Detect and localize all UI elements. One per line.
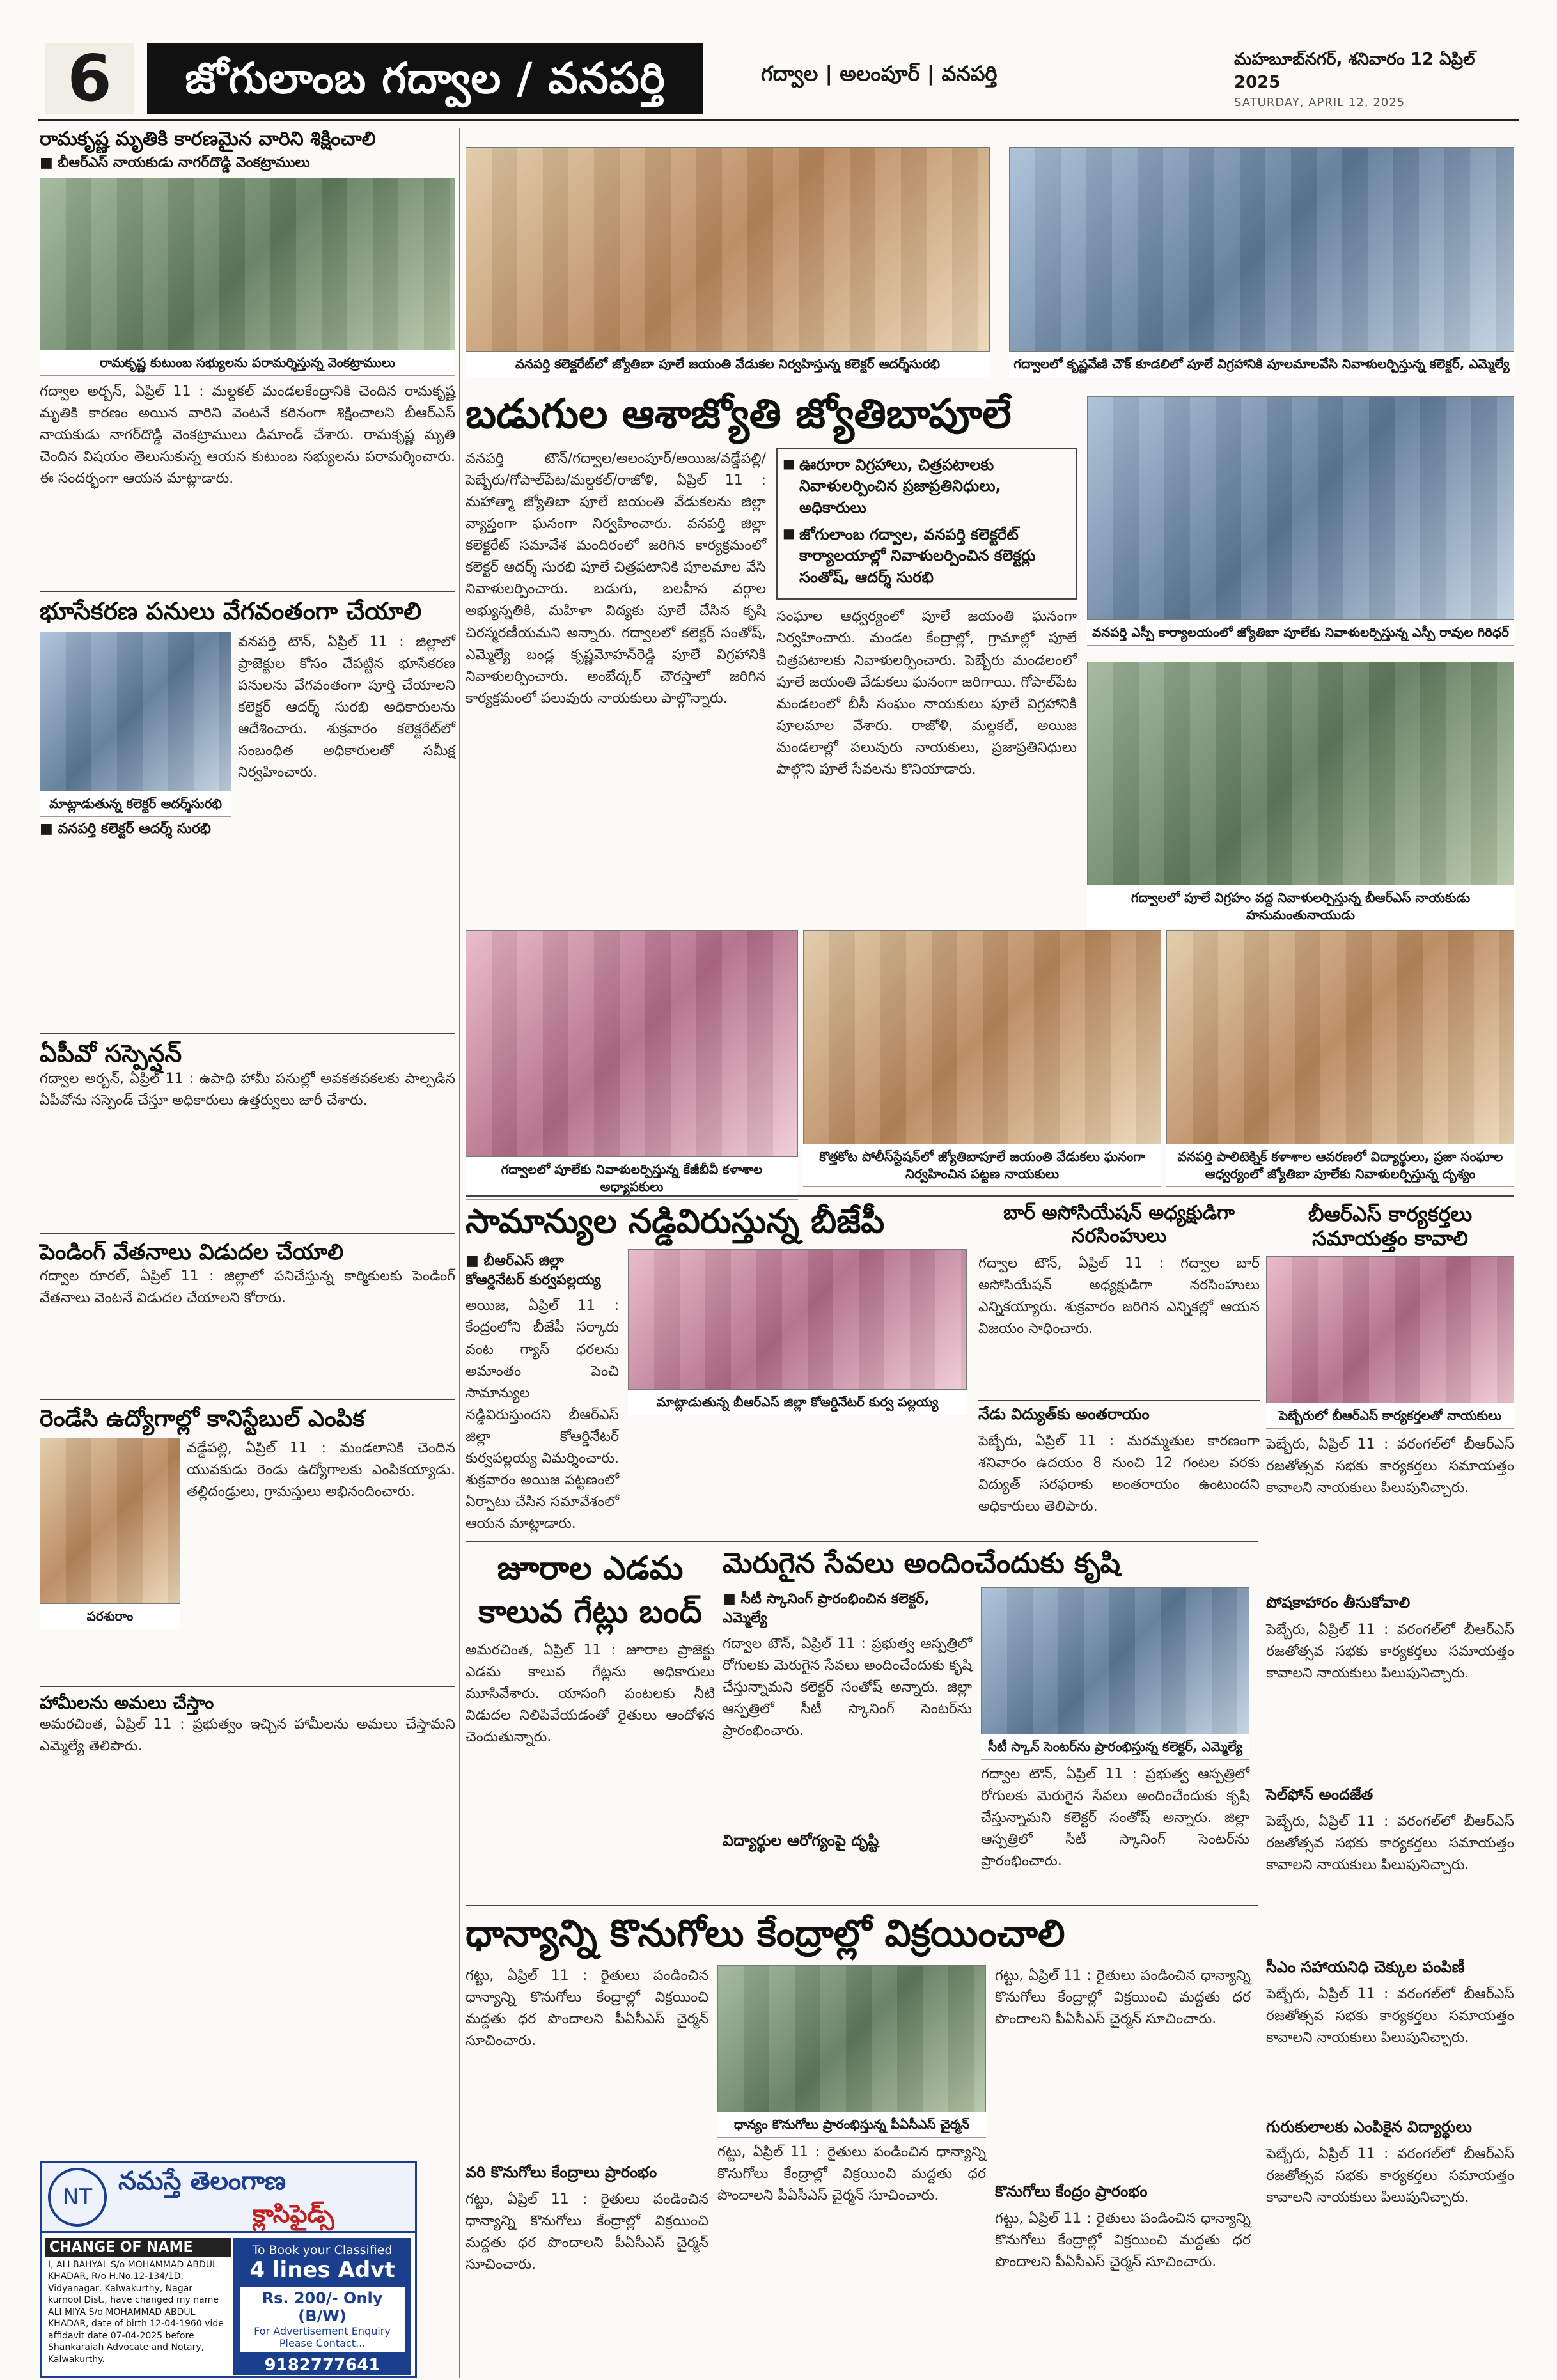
canal-story xyxy=(466,1547,715,1899)
caption-ct-scan: సీటీ స్కాన్ సెంటర్‌ను ప్రారంభిస్తున్న కలెక్టర్, ఎమ్మెల్యే xyxy=(981,1734,1249,1760)
photo-kgbv-tribute xyxy=(466,930,798,1157)
cmrf-subhead: సీఎం సహాయనిధి చెక్కుల పంపిణీ xyxy=(1266,1957,1465,1976)
bar-association-story xyxy=(978,1202,1260,1534)
caption-kothakota-tribute: కొత్తకోట పోలీస్‌స్టేషన్‌లో జ్యోతిబాపూలే జయంతి వేడుకలు ఘనంగా నిర్వహించిన పట్టణ నాయకులు xyxy=(803,1144,1161,1187)
service-body-2: గద్వాల టౌన్, ఏప్రిల్ 11 : ప్రభుత్వ ఆస్పత్రిలో రోగులకు మెరుగైన సేవలు అందించేందుకు కృషి చేస్తున్నామని కలెక్టర్ సంతోష్ అన్నారు. జిల్లా ఆస్పత్రిలో సీటీ స్కానింగ్ సెంటర్‌ను ప్రారంభించారు. xyxy=(981,1766,1249,1870)
headline-apo-suspension: ఏపీవో సస్పెన్షన్ xyxy=(40,1033,455,1069)
lead-highlights xyxy=(776,448,1077,600)
body-pending-wages: గద్వాల రూరల్, ఏప్రిల్ 11 : జిల్లాలో పనిచేస్తున్న కార్మికులకు పెండింగ్ వేతనాలు వెంటనే విడుదల చేయాలని కోరారు. xyxy=(40,1268,455,1307)
masthead-rule xyxy=(38,119,1519,121)
row-photo-1 xyxy=(466,930,798,1192)
brs-body: పెబ్బేరు, ఏప్రిల్ 11 : వరంగల్‌లో బీఆర్ఎస్ రజతోత్సవ సభకు కార్యకర్తలు సమాయత్తం కావాలని నాయకులు పిలుపునిచ్చారు. xyxy=(1266,1436,1514,1496)
bjp-headline: సామాన్యుల నడ్డివిరుస్తున్న బీజేపీ xyxy=(466,1202,885,1241)
caption-gadwal-statue: గద్వాలలో కృష్ణవేణి చౌక్ కూడలిలో పూలే విగ్రహానికి పూలమాలవేసి నివాళులర్పిస్తున్న కలెక్టర్, ఎమ్మెల్యే xyxy=(1009,352,1514,377)
service-body: గద్వాల టౌన్, ఏప్రిల్ 11 : ప్రభుత్వ ఆస్పత్రిలో రోగులకు మెరుగైన సేవలు అందించేందుకు కృషి చేస్తున్నామని కలెక్టర్ సంతోష్ అన్నారు. జిల్లా ఆస్పత్రిలో సీటీ స్కానింగ్ సెంటర్‌ను ప్రారంభించారు. xyxy=(723,1635,972,1739)
brs-story xyxy=(1266,1202,1514,2378)
grain-body-4: గట్టు, ఏప్రిల్ 11 : రైతులు పండించిన ధాన్యాన్ని కొనుగోలు కేంద్రాల్లో విక్రయించి మద్దతు ధర పొందాలని పీఏసీఎస్ చైర్మన్ సూచించారు. xyxy=(995,1967,1251,2027)
photo-vanaparthy-collectorate xyxy=(466,147,990,352)
classified-seal-icon: NT xyxy=(48,2168,107,2227)
booking-price-box xyxy=(240,2287,405,2352)
page-number: 6 xyxy=(45,43,134,114)
photo-ct-scan xyxy=(981,1587,1249,1734)
lead-story xyxy=(466,390,1079,927)
date-english: SATURDAY, APRIL 12, 2025 xyxy=(1234,96,1405,109)
headline-pending-wages: పెండింగ్ వేతనాలు విడుదల చేయాలి xyxy=(40,1233,455,1266)
grain-subhead-1: వరి కొనుగోలు కేంద్రాలు ప్రారంభం xyxy=(466,2163,657,2181)
body-apo-suspension: గద్వాల అర్బన్, ఏప్రిల్ 11 : ఉపాధి హామీ పనుల్లో అవకతవకలకు పాల్పడిన ఏపీవోను సస్పెండ్ చేస్తూ అధికారులు ఉత్తర్వులు జారీ చేశారు. xyxy=(40,1071,455,1109)
body-constable-selection: వడ్డేపల్లి, ఏప్రిల్ 11 : మండలానికి చెందిన యువకుడు రెండు ఉద్యోగాలకు ఎంపికయ్యాడు. తల్లిదండ్రులు, గ్రామస్తులు అభినందించారు. xyxy=(187,1440,455,1500)
service-story xyxy=(723,1547,1258,1899)
booking-price: Rs. 200/- Only (B/W) xyxy=(262,2289,383,2325)
caption-bjp-pressmeet: మాట్లాడుతున్న బీఆర్ఎస్ జిల్లా కోఆర్డినేటర్ కుర్వ పల్లయ్య xyxy=(628,1390,967,1415)
nutrition-subhead: పోషకాహారం తీసుకోవాలి xyxy=(1266,1593,1411,1612)
photo-brs-workers xyxy=(1266,1256,1514,1403)
side-photo-2 xyxy=(1087,662,1514,924)
bar-body: గద్వాల టౌన్, ఏప్రిల్ 11 : గద్వాల బార్ అసోసియేషన్ అధ్యక్షుడిగా నరసింహులు ఎన్నికయ్యారు. శుక్రవారం జరిగిన ఎన్నికల్లో ఆయన విజయం సాధించారు. xyxy=(978,1256,1260,1337)
bjp-story xyxy=(466,1202,971,1534)
brs-headline: బీఆర్ఎస్ కార్యకర్తలు సమాయత్తం కావాలి xyxy=(1308,1202,1473,1251)
cmrf-body: పెబ్బేరు, ఏప్రిల్ 11 : వరంగల్‌లో బీఆర్ఎస్ రజతోత్సవ సభకు కార్యకర్తలు సమాయత్తం కావాలని నాయకులు పిలుపునిచ్చారు. xyxy=(1266,1986,1514,2046)
byline-ramakrishna: ■ బీఆర్ఎస్ నాయకుడు నాగర్‌దొడ్డి వెంకట్రాములు xyxy=(40,155,310,171)
row-photo-2 xyxy=(803,930,1161,1192)
change-of-name-body: I, ALI BAHYAL S/o MOHAMMAD ABDUL KHADAR, R/o H.No.12-134/1D, Vidyanagar, Kalwakurthy, Nagar kurnool Dist., have changed my name ALI MIYA S/o MOHAMMAD ABDUL KHADAR, date of birth 12-04-1960 vide affidavit date 07-04-2025 before Shankaraiah Advocate and Notary, Kalwakurthy. xyxy=(48,2260,224,2365)
bjp-byline: ■ బీఆర్ఎస్ జిల్లా కోఆర్డినేటర్ కుర్వపల్లయ్య xyxy=(466,1253,601,1289)
bjp-body: అయిజ, ఏప్రిల్ 11 : కేంద్రంలోని బీజేపీ సర్కారు వంట గ్యాస్ ధరలను అమాంతం పెంచి సామాన్యుల నడ్డివిరుస్తుందని బీఆర్ఎస్ జిల్లా కోఆర్డినేటర్ కుర్వపల్లయ్య విమర్శించారు. శుక్రవారం అయిజ పట్టణంలో ఏర్పాటు చేసిన సమావేశంలో ఆయన మాట్లాడారు. xyxy=(466,1298,619,1532)
booking-phone-1[interactable]: 9182777641 xyxy=(264,2356,380,2375)
booking-line-1: To Book your Classified xyxy=(252,2243,393,2257)
photo-gadwal-statue xyxy=(1009,147,1514,352)
byline-land-acquisition: ■ వనపర్తి కలెక్టర్ ఆదర్శ్ సురభి xyxy=(40,820,211,837)
lead-bullet-2: ■ జోగులాంబ గద్వాల, వనపర్తి కలెక్టరేట్ కార్యాలయాల్లో నివాళులర్పించిన కలెక్టర్లు సంతోష్, ఆదర్శ్ సురభి xyxy=(783,524,1070,589)
side-photo-1 xyxy=(1087,396,1514,658)
change-of-name-heading: CHANGE OF NAME xyxy=(45,2238,231,2257)
lead-headline: బడుగుల ఆశాజ్యోతి జ్యోతిబాపూలే xyxy=(466,391,1012,438)
date-block xyxy=(1234,50,1519,109)
top-photo-2 xyxy=(1009,147,1514,384)
caption-polytechnic-tribute: వనపర్తి పాలిటెక్నిక్ కళాశాల ఆవరణలో విద్యార్థులు, ప్రజా సంఘాల ఆధ్వర్యంలో జ్యోతిబా పూలేకు నివాళులర్పిస్తున్న దృశ్యం xyxy=(1166,1144,1514,1187)
grain-body-3: గట్టు, ఏప్రిల్ 11 : రైతులు పండించిన ధాన్యాన్ని కొనుగోలు కేంద్రాల్లో విక్రయించి మద్దతు ధర పొందాలని పీఏసీఎస్ చైర్మన్ సూచించారు. xyxy=(717,2143,986,2204)
booking-line-2: 4 lines Advt xyxy=(249,2257,395,2283)
gurukul-subhead: గురుకులాలకు ఎంపికైన విద్యార్థులు xyxy=(1266,2117,1472,2136)
top-photo-1 xyxy=(466,147,990,384)
row-divider xyxy=(466,1195,1514,1197)
caption-vanaparthy-collectorate: వనపర్తి కలెక్టరేట్‌లో జ్యోతిబా పూలే జయంతి వేడుకల నిర్వహిస్తున్న కలెక్టర్ ఆదర్శ్‌సురభి xyxy=(466,352,990,377)
headline-promises: హామీలను అమలు చేస్తాం xyxy=(40,1686,455,1714)
bar-headline: బార్ అసోసియేషన్ అధ్యక్షుడిగా నరసింహులు xyxy=(1003,1202,1235,1247)
grain-body-2: గట్టు, ఏప్రిల్ 11 : రైతులు పండించిన ధాన్యాన్ని కొనుగోలు కేంద్రాల్లో విక్రయించి మద్దతు ధర పొందాలని పీఏసీఎస్ చైర్మన్ సూచించారు. xyxy=(466,2191,708,2273)
nutrition-body: పెబ్బేరు, ఏప్రిల్ 11 : వరంగల్‌లో బీఆర్ఎస్ రజతోత్సవ సభకు కార్యకర్తలు సమాయత్తం కావాలని నాయకులు పిలుపునిచ్చారు. xyxy=(1266,1621,1514,1681)
photo-parashuram xyxy=(40,1438,180,1604)
photo-bjp-pressmeet xyxy=(628,1249,967,1390)
canal-body: అమరచింత, ఏప్రిల్ 11 : జూరాల ప్రాజెక్టు ఎడమ కాలువ గేట్లను అధికారులు మూసివేశారు. యాసంగి పంటలకు నీటి విడుదల నిలిపివేయడంతో రైతులు ఆందోళన చెందుతున్నారు. xyxy=(466,1642,715,1746)
masthead xyxy=(38,43,1519,114)
cellphone-body: పెబ్బేరు, ఏప్రిల్ 11 : వరంగల్‌లో బీఆర్ఎస్ రజతోత్సవ సభకు కార్యకర్తలు సమాయత్తం కావాలని నాయకులు పిలుపునిచ్చారు. xyxy=(1266,1813,1514,1873)
photo-brs-statue xyxy=(1087,662,1514,885)
power-cut-body: పెబ్బేరు, ఏప్రిల్ 11 : మరమ్మతుల కారణంగా శనివారం ఉదయం 8 నుంచి 12 గంటల వరకు విద్యుత్ సరఫరాకు అంతరాయం ఉంటుందని అధికారులు తెలిపారు. xyxy=(978,1433,1260,1515)
caption-parashuram: పరశురాం xyxy=(40,1604,180,1629)
row-photo-3 xyxy=(1166,930,1514,1192)
classified-brand: నమస్తే తెలంగాణ xyxy=(118,2166,286,2196)
cellphone-subhead: సెల్‌ఫోన్ అందజేత xyxy=(1266,1785,1373,1803)
caption-brs-statue: గద్వాలలో పూలే విగ్రహం వద్ద నివాళులర్పిస్తున్న బీఆర్ఎస్ నాయకుడు హనుమంతునాయుడు xyxy=(1087,885,1514,928)
grain-headline: ధాన్యాన్ని కొనుగోలు కేంద్రాల్లో విక్రయించాలి xyxy=(466,1911,1065,1955)
photo-sp-office xyxy=(1087,396,1514,620)
column-divider xyxy=(459,128,460,2378)
caption-sp-office: వనపర్తి ఎస్పీ కార్యాలయంలో జ్యోతిబా పూలేకు నివాళులర్పిస్తున్న ఎస్పీ రావుల గిరిధర్ xyxy=(1087,620,1514,646)
body-promises: అమరచింత, ఏప్రిల్ 11 : ప్రభుత్వం ఇచ్చిన హామీలను అమలు చేస్తామని ఎమ్మెల్యే తెలిపారు. xyxy=(40,1716,455,1754)
left-column xyxy=(40,128,455,2154)
photo-family-visit xyxy=(40,178,455,350)
body-ramakrishna: గద్వాల అర్బన్, ఏప్రిల్ 11 : మల్దకల్ మండలకేంద్రానికి చెందిన రామకృష్ణ మృతికి కారణం అయిన వారిని వెంటనే కఠినంగా శిక్షించాలని బీఆర్ఎస్ నాయకుడు నాగర్‌దొడ్డి వెంకట్రాములు డిమాండ్ చేశారు. రామకృష్ణ మృతి చెందిన విషయం తెలుసుకున్న ఆయన కుటుంబ సభ్యులను పరామర్శించారు. ఈ సందర్భంగా ఆయన మాట్లాడారు. xyxy=(40,384,455,487)
lead-bullet-1: ■ ఊరూరా విగ్రహాలు, చిత్రపటాలకు నివాళులర్పించిన ప్రజాప్రతినిధులు, అధికారులు xyxy=(783,455,1070,519)
gurukul-body: పెబ్బేరు, ఏప్రిల్ 11 : వరంగల్‌లో బీఆర్ఎస్ రజతోత్సవ సభకు కార్యకర్తలు సమాయత్తం కావాలని నాయకులు పిలుపునిచ్చారు. xyxy=(1266,2145,1514,2205)
grain-subhead-2: కొనుగోలు కేంద్రం ప్రారంభం xyxy=(995,2182,1148,2200)
caption-collector-meeting: మాట్లాడుతున్న కలెక్టర్ ఆదర్శ్‌సురభి xyxy=(40,791,231,817)
photo-polytechnic-tribute xyxy=(1166,930,1514,1144)
lead-body-2: సంఘాల ఆధ్వర్యంలో పూలే జయంతి ఘనంగా నిర్వహించారు. మండల కేంద్రాల్లో, గ్రామాల్లో పూలే చిత్రపటాలకు నివాళులర్పించారు. పెబ్బేరు మండలంలో పూలే జయంతి వేడుకలు ఘనంగా జరిగాయి. గోపాల్‌పేట మండలంలో బీసీ సంఘం నాయకులు పూలే విగ్రహానికి పూలమాల వేశారు. రాజోళి, మల్దకల్, అయిజ మండలాల్లో పలువురు నాయకులు, ప్రజాప్రతినిధులు పాల్గొని పూలే సేవలను కొనియాడారు. xyxy=(776,609,1077,778)
body-land-acquisition: వనపర్తి టౌన్, ఏప్రిల్ 11 : జిల్లాలో ప్రాజెక్టుల కోసం చేపట్టిన భూసేకరణ పనులను వేగవంతంగా పూర్తి చేయాలని కలెక్టర్ ఆదర్శ్ సురభి అధికారులను ఆదేశించారు. శుక్రవారం కలెక్టరేట్‌లో సంబంధిత అధికారులతో సమీక్ష నిర్వహించారు. xyxy=(238,634,455,781)
breadcrumb: గద్వాల | అలంపూర్ | వనపర్తి xyxy=(761,61,998,86)
booking-box xyxy=(233,2238,411,2375)
lead-body-1: వనపర్తి టౌన్/గద్వాల/అలంపూర్/అయిజ/వడ్డేపల్లి/పెబ్బేరు/గోపాల్‌పేట/మల్దకల్/రాజోళి, ఏప్రిల్ 11 : మహాత్మా జ్యోతిబా పూలే జయంతి వేడుకలను జిల్లా వ్యాప్తంగా ఘనంగా నిర్వహించారు. వనపర్తి జిల్లా కలెక్టరేట్ సమావేశ మందిరంలో జరిగిన కార్యక్రమంలో కలెక్టర్ ఆదర్శ్ సురభి పూలే చిత్రపటానికి పూలమాల వేసి నివాళులర్పించారు. బడుగు, బలహీన వర్గాల అభ్యున్నతికి, మహిళా విద్యకు పూలే చేసిన కృషి చిరస్మరణీయమని అన్నారు. గద్వాలలో కలెక్టర్ సంతోష్, ఎమ్మెల్యే బండ్ల కృష్ణమోహన్‌రెడ్డి పూలే విగ్రహానికి నివాళులర్పించారు. అంబేద్కర్ చౌరస్తాలో జరిగిన కార్యక్రమంలో పలువురు నాయకులు పాల్గొన్నారు. xyxy=(466,450,766,706)
power-cut-subhead: నేడు విద్యుత్‌కు అంతరాయం xyxy=(978,1400,1260,1427)
classified-listings xyxy=(45,2238,231,2375)
classified-subtitle: క్లాసిఫైడ్స్ xyxy=(253,2200,334,2228)
caption-brs-workers: పెబ్బేరులో బీఆర్ఎస్ కార్యకర్తలతో నాయకులు xyxy=(1266,1403,1514,1429)
canal-headline: జూరాల ఎడమ కాలువ గేట్లు బంద్ xyxy=(478,1550,702,1630)
headline-land-acquisition: భూసేకరణ పనులు వేగవంతంగా చేయాలి xyxy=(40,591,455,626)
photo-collector-meeting xyxy=(40,632,231,791)
classified-ad xyxy=(40,2161,417,2378)
grain-body-5: గట్టు, ఏప్రిల్ 11 : రైతులు పండించిన ధాన్యాన్ని కొనుగోలు కేంద్రాల్లో విక్రయించి మద్దతు ధర పొందాలని పీఏసీఎస్ చైర్మన్ సూచించారు. xyxy=(995,2210,1251,2270)
date-telugu: మహబూబ్‌నగర్, శనివారం 12 ఏప్రిల్ 2025 xyxy=(1234,50,1475,92)
service-headline: మెరుగైన సేవలు అందించేందుకు కృషి xyxy=(723,1547,1121,1580)
caption-grain-purchase: ధాన్యం కొనుగోలు ప్రారంభిస్తున్న పీఏసీఎస్ చైర్మన్ xyxy=(717,2112,986,2138)
caption-kgbv-tribute: గద్వాలలో పూలేకు నివాళులర్పిస్తున్న కేజీబీవీ కళాశాల అధ్యాపకులు xyxy=(466,1157,798,1200)
grain-story xyxy=(466,1911,1258,2378)
section-title: జోగులాంబ గద్వాల / వనపర్తి xyxy=(147,43,703,114)
caption-family-visit: రామకృష్ణ కుటుంబ సభ్యులను పరామర్శిస్తున్న వెంకట్రాములు xyxy=(40,350,455,376)
photo-grain-purchase xyxy=(717,1965,986,2112)
grain-body: గట్టు, ఏప్రిల్ 11 : రైతులు పండించిన ధాన్యాన్ని కొనుగోలు కేంద్రాల్లో విక్రయించి మద్దతు ధర పొందాలని పీఏసీఎస్ చైర్మన్ సూచించారు. xyxy=(466,1967,708,2049)
headline-ramakrishna: రామకృష్ణ మృతికి కారణమైన వారిని శిక్షించాలి xyxy=(40,128,376,150)
service-byline: ■ సీటీ స్కానింగ్ ప్రారంభించిన కలెక్టర్, ఎమ్మెల్యే xyxy=(723,1591,930,1626)
health-subhead: విద్యార్థుల ఆరోగ్యంపై దృష్టి xyxy=(723,1831,879,1849)
photo-kothakota-tribute xyxy=(803,930,1161,1144)
classified-header xyxy=(42,2163,415,2233)
lower-divider xyxy=(466,1905,1258,1906)
headline-constable-selection: రెండేసి ఉద్యోగాల్లో కానిస్టేబుల్ ఎంపిక xyxy=(40,1399,455,1433)
mid-divider xyxy=(466,1541,1258,1542)
booking-enquiry: For Advertisement Enquiry Please Contact... xyxy=(254,2325,391,2349)
